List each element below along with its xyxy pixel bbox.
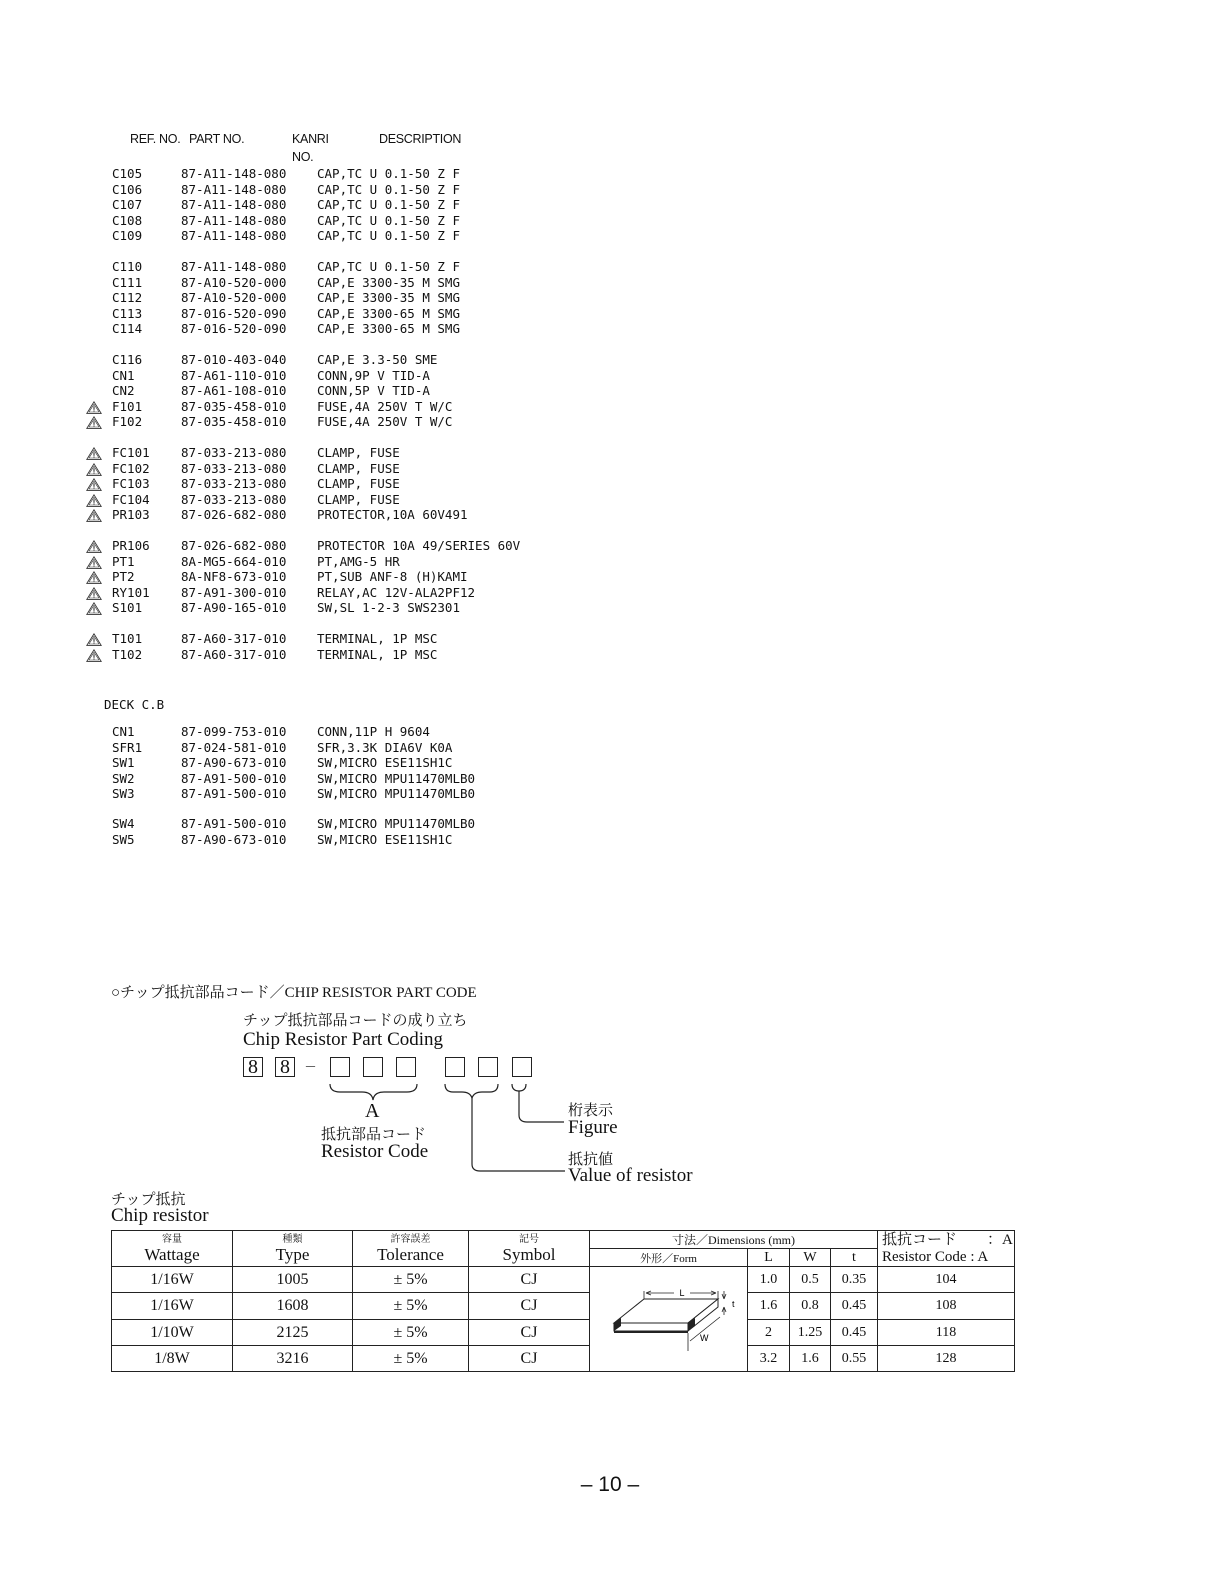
part-description: CAP,TC U 0.1-50 Z F <box>317 181 460 197</box>
part-row <box>0 368 700 384</box>
part-no: 87-A91-300-010 <box>181 584 287 600</box>
ref-no: CN1 <box>112 724 135 739</box>
ref-no: PR106 <box>112 538 150 553</box>
part-description: TERMINAL, 1P MSC <box>317 631 438 646</box>
code-box-v1 <box>445 1057 465 1077</box>
part-row <box>0 740 700 756</box>
code-box-v2 <box>478 1057 498 1077</box>
part-description: SW,MICRO ESE11SH1C <box>317 755 453 770</box>
part-no: 87-010-403-040 <box>181 352 287 367</box>
symbol-header: 記号 Symbol <box>469 1231 590 1267</box>
part-row <box>0 213 700 229</box>
value-en: Value of resistor <box>568 1165 693 1186</box>
warning-triangle-icon <box>86 478 102 491</box>
wattage-cell: 1/10W <box>112 1320 233 1346</box>
part-row <box>0 166 700 182</box>
part-description: PROTECTOR 10A 49/SERIES 60V <box>317 538 521 553</box>
ref-no-header: REF. NO. <box>130 132 181 146</box>
part-row <box>0 352 700 368</box>
code-digit-2: 8 <box>275 1057 295 1077</box>
part-row <box>0 259 700 275</box>
part-description: PT,AMG-5 HR <box>317 553 400 569</box>
part-no: 87-016-520-090 <box>181 321 287 336</box>
code-box-a3 <box>396 1057 416 1077</box>
part-description: FUSE,4A 250V T W/C <box>317 414 453 429</box>
ref-no: CN1 <box>112 367 135 383</box>
ref-no: F101 <box>112 398 143 414</box>
w-cell: 0.8 <box>790 1293 831 1320</box>
part-no: 87-A10-520-000 <box>181 274 287 290</box>
part-row <box>0 306 700 322</box>
part-description: CAP,TC U 0.1-50 Z F <box>317 212 460 228</box>
part-row <box>0 600 700 616</box>
ref-no: RY101 <box>112 584 150 600</box>
ref-no: PR103 <box>112 507 150 522</box>
code-box-a2 <box>363 1057 383 1077</box>
warning-triangle-icon <box>86 447 102 460</box>
part-description: TERMINAL, 1P MSC <box>317 646 438 662</box>
part-no: 87-024-581-010 <box>181 739 287 755</box>
ref-no: C113 <box>112 305 143 321</box>
figure-jp: 桁表示 <box>568 1103 614 1119</box>
l-cell: 3.2 <box>748 1346 790 1372</box>
part-row <box>0 399 700 415</box>
type-cell: 1608 <box>233 1293 353 1320</box>
ref-no: C112 <box>112 290 143 305</box>
part-row <box>0 476 700 492</box>
ref-no: FC102 <box>112 460 150 476</box>
part-row <box>0 771 700 787</box>
part-row <box>0 414 700 430</box>
wattage-cell: 1/16W <box>112 1293 233 1320</box>
part-no: 87-033-213-080 <box>181 476 287 491</box>
type-cell: 1005 <box>233 1267 353 1293</box>
part-row <box>0 182 700 198</box>
ref-no: PT1 <box>112 553 135 569</box>
ref-no: F102 <box>112 414 143 429</box>
part-description: SFR,3.3K DIA6V K0A <box>317 739 453 755</box>
part-description: CAP,TC U 0.1-50 Z F <box>317 197 460 212</box>
part-no: 87-A91-500-010 <box>181 786 287 801</box>
ref-no: C114 <box>112 321 143 336</box>
part-row <box>0 507 700 523</box>
value-jp: 抵抗値 <box>568 1152 614 1168</box>
part-row <box>0 647 700 663</box>
chip-form-diagram <box>594 1269 744 1365</box>
ref-no: C107 <box>112 197 143 212</box>
part-no: 87-A11-148-080 <box>181 259 287 274</box>
part-description: PROTECTOR,10A 60V491 <box>317 507 468 522</box>
warning-triangle-icon <box>86 540 102 553</box>
part-no: 87-033-213-080 <box>181 445 287 460</box>
warning-triangle-icon <box>86 416 102 429</box>
w-cell: 1.6 <box>790 1346 831 1372</box>
table-row <box>112 1346 1015 1372</box>
part-description: CAP,TC U 0.1-50 Z F <box>317 228 460 243</box>
part-description: CAP,E 3.3-50 SME <box>317 352 438 367</box>
kanri-header: KANRI <box>292 132 329 146</box>
part-no: 8A-NF8-673-010 <box>181 569 287 584</box>
w-header: W <box>790 1249 831 1267</box>
coding-title-jp: チップ抵抗部品コードの成り立ち <box>243 1013 468 1029</box>
part-row <box>0 724 700 740</box>
part-no: 87-A91-500-010 <box>181 770 287 786</box>
w-cell: 0.5 <box>790 1267 831 1293</box>
ref-no: SW4 <box>112 816 135 831</box>
kanri-no-header: NO. <box>292 150 314 164</box>
form-diagram-cell <box>590 1267 748 1372</box>
type-header: 種類 Type <box>233 1231 353 1267</box>
part-description: CLAMP, FUSE <box>317 491 400 507</box>
part-no: 87-A90-165-010 <box>181 600 287 615</box>
table-row <box>112 1267 1015 1293</box>
part-no: 87-A61-108-010 <box>181 383 287 398</box>
part-description: SW,MICRO MPU11470MLB0 <box>317 816 476 831</box>
wattage-cell: 1/8W <box>112 1346 233 1372</box>
symbol-cell: CJ <box>469 1293 590 1320</box>
t-cell: 0.45 <box>831 1320 878 1346</box>
coding-title-en: Chip Resistor Part Coding <box>243 1029 444 1050</box>
part-no: 87-A61-110-010 <box>181 367 287 383</box>
part-row <box>0 383 700 399</box>
ref-no: C110 <box>112 259 143 274</box>
warning-triangle-icon <box>86 509 102 522</box>
ref-no: FC103 <box>112 476 150 491</box>
part-row <box>0 832 700 848</box>
tolerance-cell: ± 5% <box>353 1346 469 1372</box>
l-cell: 1.6 <box>748 1293 790 1320</box>
part-no: 87-A11-148-080 <box>181 166 287 181</box>
part-row <box>0 538 700 554</box>
part-no: 87-A11-148-080 <box>181 212 287 228</box>
ref-no: C109 <box>112 228 143 243</box>
code-cell: 118 <box>878 1320 1015 1346</box>
part-no: 87-099-753-010 <box>181 724 287 739</box>
wattage-cell: 1/16W <box>112 1267 233 1293</box>
warning-triangle-icon <box>86 649 102 662</box>
part-description: CONN,9P V TID-A <box>317 367 430 383</box>
part-row <box>0 786 700 802</box>
part-row <box>0 816 700 832</box>
part-row <box>0 275 700 291</box>
part-no: 87-026-682-080 <box>181 507 287 522</box>
part-row <box>0 461 700 477</box>
t-cell: 0.45 <box>831 1293 878 1320</box>
part-row <box>0 445 700 461</box>
part-description: SW,MICRO ESE11SH1C <box>317 831 453 847</box>
warning-triangle-icon <box>86 494 102 507</box>
chip-resistor-table <box>111 1230 1015 1372</box>
t-cell: 0.35 <box>831 1267 878 1293</box>
symbol-cell: CJ <box>469 1346 590 1372</box>
ref-no: CN2 <box>112 383 135 398</box>
chip-resistor-jp: チップ抵抗 <box>111 1192 186 1208</box>
part-no: 87-033-213-080 <box>181 460 287 476</box>
part-description: CAP,E 3300-65 M SMG <box>317 305 460 321</box>
part-description: CAP,E 3300-35 M SMG <box>317 290 460 305</box>
warning-triangle-icon <box>86 633 102 646</box>
part-row <box>0 492 700 508</box>
wattage-header: 容量 Wattage <box>112 1231 233 1267</box>
w-cell: 1.25 <box>790 1320 831 1346</box>
code-cell: 108 <box>878 1293 1015 1320</box>
ref-no: SW5 <box>112 831 135 847</box>
table-row <box>112 1293 1015 1320</box>
chip-resistor-en: Chip resistor <box>111 1205 209 1226</box>
tolerance-cell: ± 5% <box>353 1320 469 1346</box>
t-header: t <box>831 1249 878 1267</box>
symbol-cell: CJ <box>469 1320 590 1346</box>
part-no: 8A-MG5-664-010 <box>181 553 287 569</box>
part-row <box>0 755 700 771</box>
figure-en: Figure <box>568 1117 618 1138</box>
label-a: A <box>365 1100 380 1122</box>
part-description: CONN,11P H 9604 <box>317 724 430 739</box>
part-no: 87-A10-520-000 <box>181 290 287 305</box>
code-cell: 104 <box>878 1267 1015 1293</box>
type-cell: 2125 <box>233 1320 353 1346</box>
part-row <box>0 290 700 306</box>
part-no: 87-A11-148-080 <box>181 228 287 243</box>
dimensions-header: 寸法／Dimensions (mm) <box>590 1231 878 1249</box>
part-description: CONN,5P V TID-A <box>317 383 430 398</box>
ref-no: C111 <box>112 274 143 290</box>
code-cell: 128 <box>878 1346 1015 1372</box>
ref-no: C106 <box>112 181 143 197</box>
t-cell: 0.55 <box>831 1346 878 1372</box>
part-no: 87-A90-673-010 <box>181 831 287 847</box>
diagram-t-label: t <box>731 1298 735 1309</box>
part-description: CLAMP, FUSE <box>317 476 400 491</box>
warning-triangle-icon <box>86 571 102 584</box>
part-row <box>0 321 700 337</box>
code-digit-1: 8 <box>243 1057 263 1077</box>
part-description: CLAMP, FUSE <box>317 445 400 460</box>
ref-no: C108 <box>112 212 143 228</box>
resistor-code-en: Resistor Code <box>321 1141 429 1162</box>
part-description: CAP,E 3300-65 M SMG <box>317 321 460 336</box>
part-no: 87-A11-148-080 <box>181 181 287 197</box>
form-header: 外形／Form <box>590 1249 748 1267</box>
ref-no: T102 <box>112 646 143 662</box>
l-cell: 2 <box>748 1320 790 1346</box>
warning-triangle-icon <box>86 556 102 569</box>
part-description: CLAMP, FUSE <box>317 460 400 476</box>
ref-no: FC101 <box>112 445 150 460</box>
part-description: CAP,TC U 0.1-50 Z F <box>317 166 460 181</box>
part-description: SW,MICRO MPU11470MLB0 <box>317 786 476 801</box>
part-row <box>0 585 700 601</box>
part-no: 87-033-213-080 <box>181 491 287 507</box>
table-row <box>112 1320 1015 1346</box>
part-no: 87-035-458-010 <box>181 398 287 414</box>
diagram-l-label: L <box>678 1287 685 1298</box>
part-no: 87-A90-673-010 <box>181 755 287 770</box>
description-header: DESCRIPTION <box>379 132 462 146</box>
part-description: CAP,TC U 0.1-50 Z F <box>317 259 460 274</box>
part-row <box>0 554 700 570</box>
l-cell: 1.0 <box>748 1267 790 1293</box>
code-box-figure <box>512 1057 532 1077</box>
deck-section-title: DECK C.B <box>104 697 165 712</box>
part-no: 87-026-682-080 <box>181 538 287 553</box>
part-description: SW,MICRO MPU11470MLB0 <box>317 770 476 786</box>
part-no: 87-016-520-090 <box>181 305 287 321</box>
warning-triangle-icon <box>86 463 102 476</box>
ref-no: C105 <box>112 166 143 181</box>
table-header-row <box>112 1231 1015 1249</box>
type-cell: 3216 <box>233 1346 353 1372</box>
part-no: 87-A11-148-080 <box>181 197 287 212</box>
part-no: 87-035-458-010 <box>181 414 287 429</box>
part-description: SW,SL 1-2-3 SWS2301 <box>317 600 460 615</box>
diagram-w-label: W <box>699 1332 708 1343</box>
ref-no: T101 <box>112 631 143 646</box>
warning-triangle-icon <box>86 602 102 615</box>
part-row <box>0 631 700 647</box>
part-no: 87-A91-500-010 <box>181 816 287 831</box>
ref-no: SFR1 <box>112 739 143 755</box>
symbol-cell: CJ <box>469 1267 590 1293</box>
ref-no: C116 <box>112 352 143 367</box>
part-no: 87-A60-317-010 <box>181 646 287 662</box>
chip-section-title: ○チップ抵抗部品コード／CHIP RESISTOR PART CODE <box>111 985 477 1001</box>
part-row <box>0 228 700 244</box>
tolerance-cell: ± 5% <box>353 1293 469 1320</box>
ref-no: SW2 <box>112 770 135 786</box>
ref-no: S101 <box>112 600 143 615</box>
part-no-header: PART NO. <box>189 132 245 146</box>
resistor-code-header: 抵抗コード ：A Resistor Code : A <box>878 1231 1015 1267</box>
part-description: CAP,E 3300-35 M SMG <box>317 274 460 290</box>
page-number: – 10 – <box>580 1473 640 1496</box>
tolerance-cell: ± 5% <box>353 1267 469 1293</box>
part-description: RELAY,AC 12V-ALA2PF12 <box>317 584 476 600</box>
part-description: PT,SUB ANF-8 (H)KAMI <box>317 569 468 584</box>
code-dash: – <box>306 1055 315 1075</box>
warning-triangle-icon <box>86 587 102 600</box>
part-row <box>0 197 700 213</box>
ref-no: SW3 <box>112 786 135 801</box>
warning-triangle-icon <box>86 401 102 414</box>
part-row <box>0 569 700 585</box>
resistor-code-jp: 抵抗部品コード <box>321 1127 427 1143</box>
part-no: 87-A60-317-010 <box>181 631 287 646</box>
part-description: FUSE,4A 250V T W/C <box>317 398 453 414</box>
l-header: L <box>748 1249 790 1267</box>
tolerance-header: 許容誤差 Tolerance <box>353 1231 469 1267</box>
ref-no: FC104 <box>112 491 150 507</box>
ref-no: SW1 <box>112 755 135 770</box>
code-box-a1 <box>330 1057 350 1077</box>
ref-no: PT2 <box>112 569 135 584</box>
